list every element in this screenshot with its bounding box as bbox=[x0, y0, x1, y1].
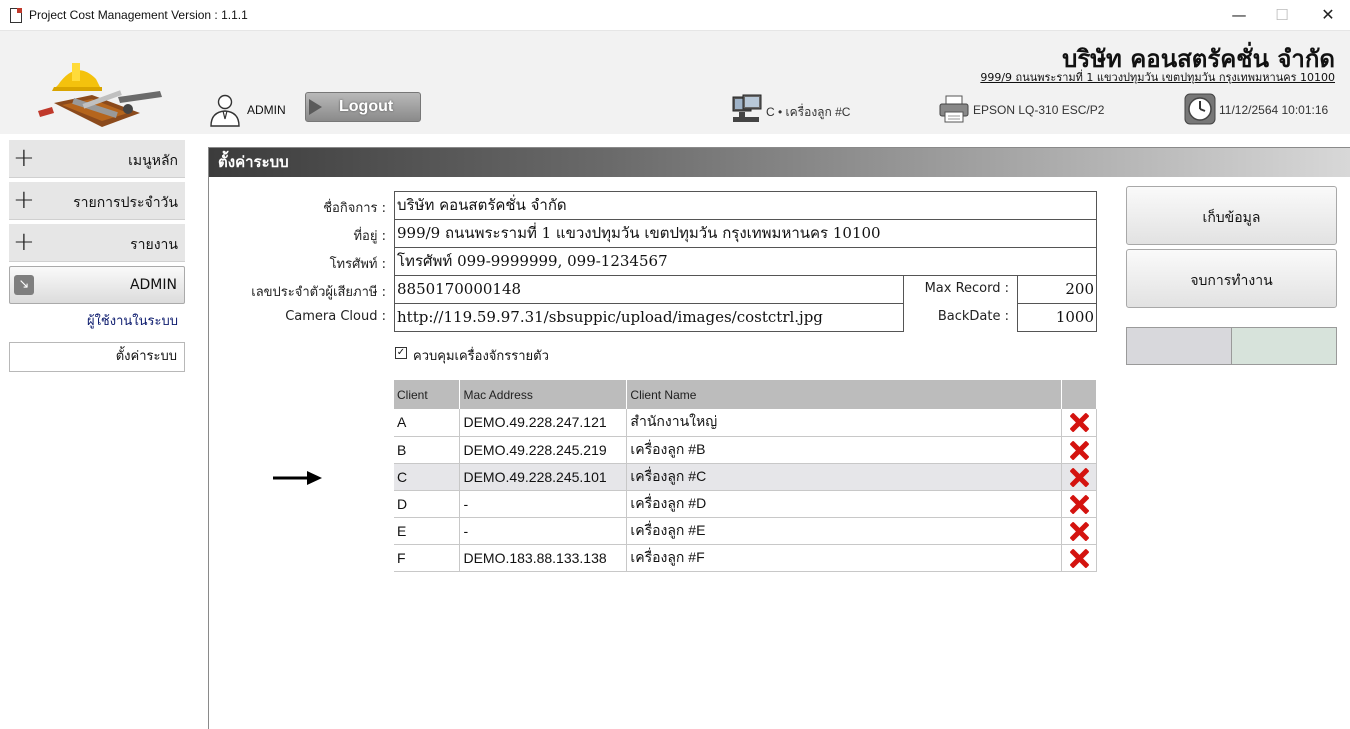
minimize-button[interactable]: — bbox=[1231, 6, 1247, 24]
machine-control-checkbox[interactable]: ✓ bbox=[396, 347, 406, 358]
clock-icon bbox=[1184, 93, 1216, 125]
logout-button[interactable] bbox=[305, 92, 421, 122]
cell-client[interactable]: F bbox=[394, 544, 460, 571]
cell-client[interactable]: B bbox=[394, 436, 460, 463]
maximize-button[interactable]: ☐ bbox=[1275, 6, 1289, 24]
column-header-client[interactable]: Client bbox=[394, 380, 460, 409]
sidebar-item-admin[interactable] bbox=[9, 266, 185, 304]
cell-mac[interactable]: - bbox=[460, 490, 627, 517]
cell-name[interactable]: เครื่องลูก #E bbox=[627, 517, 1062, 544]
camera-cloud-field[interactable]: http://119.59.97.31/sbsuppic/upload/images/costctrl.jpg bbox=[394, 303, 904, 332]
close-button[interactable]: ✕ bbox=[1321, 5, 1335, 24]
cell-client[interactable]: C bbox=[394, 463, 460, 490]
sidebar-item-label: รายงาน bbox=[130, 237, 178, 253]
column-header-delete bbox=[1061, 380, 1096, 409]
machine-control-label: ควบคุมเครื่องจักรรายตัว bbox=[413, 349, 549, 364]
status-indicator-left bbox=[1126, 327, 1232, 365]
max-record-field[interactable]: 200 bbox=[1017, 275, 1097, 304]
tax-id-field[interactable]: 8850170000148 bbox=[394, 275, 904, 304]
cell-delete bbox=[1061, 409, 1096, 436]
construction-logo-icon bbox=[32, 53, 168, 137]
save-button[interactable] bbox=[1126, 186, 1337, 245]
cell-mac[interactable]: - bbox=[460, 517, 627, 544]
backdate-field[interactable]: 1000 bbox=[1017, 303, 1097, 332]
column-header-name[interactable]: Client Name bbox=[627, 380, 1062, 409]
cell-mac[interactable]: DEMO.49.228.245.101 bbox=[460, 463, 627, 490]
column-header-mac[interactable]: Mac Address bbox=[460, 380, 627, 409]
sidebar-item-reports[interactable] bbox=[9, 224, 185, 262]
cell-name[interactable]: เครื่องลูก #C bbox=[627, 463, 1062, 490]
window-title: Project Cost Management Version : 1.1.1 bbox=[29, 8, 248, 22]
delete-x-icon[interactable] bbox=[1069, 440, 1089, 460]
exit-button-label: จบการทำงาน bbox=[1190, 273, 1273, 289]
logout-label: Logout bbox=[339, 98, 394, 115]
cell-delete bbox=[1061, 517, 1096, 544]
status-indicator-right bbox=[1231, 327, 1337, 365]
cell-client[interactable]: D bbox=[394, 490, 460, 517]
address-field[interactable]: 999/9 ถนนพระรามที่ 1 แขวงปทุมวัน เขตปทุมวัน กรุงเทพมหานคร 10100 bbox=[394, 219, 1097, 248]
company-name: บริษัท คอนสตรัคชั่น จำกัด bbox=[1062, 45, 1335, 73]
play-arrow-icon bbox=[309, 99, 322, 115]
save-button-label: เก็บข้อมูล bbox=[1202, 210, 1261, 226]
current-row-arrow-icon bbox=[273, 468, 323, 488]
printer-icon bbox=[938, 95, 970, 123]
cell-name[interactable]: สำนักงานใหญ่ bbox=[627, 409, 1062, 436]
cell-delete bbox=[1061, 436, 1096, 463]
table-row[interactable] bbox=[394, 409, 1097, 436]
delete-x-icon[interactable] bbox=[1069, 412, 1089, 432]
address-label: ที่อยู่ : bbox=[353, 229, 386, 244]
window-titlebar bbox=[0, 0, 1350, 31]
plus-icon: + bbox=[13, 185, 35, 215]
cell-client[interactable]: A bbox=[394, 409, 460, 436]
sidebar-item-daily[interactable] bbox=[9, 182, 185, 220]
plus-icon: + bbox=[13, 227, 35, 257]
sidebar-item-main-menu[interactable] bbox=[9, 140, 185, 178]
tax-id-label: เลขประจำตัวผู้เสียภาษี : bbox=[251, 285, 386, 300]
max-record-label: Max Record : bbox=[924, 281, 1009, 296]
camera-cloud-label: Camera Cloud : bbox=[285, 309, 386, 324]
printer-status: EPSON LQ-310 ESC/P2 bbox=[973, 103, 1105, 117]
expand-arrow-icon: ↘ bbox=[14, 275, 34, 295]
business-name-label: ชื่อกิจการ : bbox=[323, 201, 386, 216]
table-row[interactable] bbox=[394, 544, 1097, 571]
cell-name[interactable]: เครื่องลูก #B bbox=[627, 436, 1062, 463]
sidebar-item-label: รายการประจำวัน bbox=[73, 195, 178, 211]
app-header bbox=[0, 31, 1350, 134]
exit-button[interactable] bbox=[1126, 249, 1337, 308]
business-name-field[interactable]: บริษัท คอนสตรัคชั่น จำกัด bbox=[394, 191, 1097, 220]
cell-name[interactable]: เครื่องลูก #F bbox=[627, 544, 1062, 571]
phone-label: โทรศัพท์ : bbox=[329, 257, 386, 272]
delete-x-icon[interactable] bbox=[1069, 521, 1089, 541]
cell-name[interactable]: เครื่องลูก #D bbox=[627, 490, 1062, 517]
user-name: ADMIN bbox=[247, 103, 286, 117]
cell-delete bbox=[1061, 463, 1096, 490]
table-row[interactable] bbox=[394, 463, 1097, 490]
cell-delete bbox=[1061, 544, 1096, 571]
user-icon bbox=[208, 93, 242, 127]
app-icon bbox=[10, 8, 22, 23]
table-row[interactable] bbox=[394, 436, 1097, 463]
plus-icon: + bbox=[13, 143, 35, 173]
table-row[interactable] bbox=[394, 490, 1097, 517]
panel-title: ตั้งค่าระบบ bbox=[209, 148, 1350, 177]
company-address: 999/9 ถนนพระรามที่ 1 แขวงปทุมวัน เขตปทุมวัน กรุงเทพมหานคร 10100 bbox=[980, 71, 1335, 84]
cell-mac[interactable]: DEMO.49.228.247.121 bbox=[460, 409, 627, 436]
sidebar bbox=[0, 134, 200, 729]
phone-field[interactable]: โทรศัพท์ 099-9999999, 099-1234567 bbox=[394, 247, 1097, 276]
delete-x-icon[interactable] bbox=[1069, 548, 1089, 568]
datetime-display: 11/12/2564 10:01:16 bbox=[1219, 103, 1329, 117]
computer-icon bbox=[731, 93, 763, 125]
backdate-label: BackDate : bbox=[937, 309, 1009, 324]
sidebar-subitem-settings[interactable]: ตั้งค่าระบบ bbox=[9, 342, 185, 372]
sidebar-item-label: ADMIN bbox=[129, 277, 177, 293]
client-table bbox=[394, 380, 1097, 572]
cell-mac[interactable]: DEMO.49.228.245.219 bbox=[460, 436, 627, 463]
table-header-row bbox=[394, 380, 1097, 409]
client-status: C • เครื่องลูก #C bbox=[766, 105, 851, 119]
sidebar-subitem-users[interactable]: ผู้ใช้งานในระบบ bbox=[86, 314, 178, 329]
cell-client[interactable]: E bbox=[394, 517, 460, 544]
delete-x-icon[interactable] bbox=[1069, 467, 1089, 487]
cell-delete bbox=[1061, 490, 1096, 517]
cell-mac[interactable]: DEMO.183.88.133.138 bbox=[460, 544, 627, 571]
delete-x-icon[interactable] bbox=[1069, 494, 1089, 514]
table-row[interactable] bbox=[394, 517, 1097, 544]
sidebar-item-label: เมนูหลัก bbox=[128, 153, 178, 169]
